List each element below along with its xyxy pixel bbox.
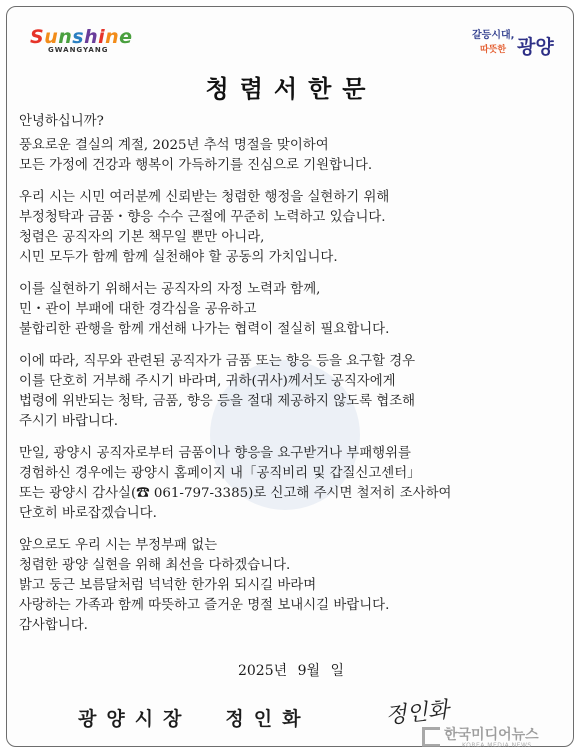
logo-letter: n [105, 26, 120, 48]
sunshine-gwangyang-logo [30, 26, 133, 54]
logo-letter: n [58, 26, 73, 48]
body-line: 또는 광양시 감사실(☎ 061-797-3385)로 신고해 주시면 철저히 조사하여 [19, 486, 452, 501]
paragraph-gap [19, 432, 567, 444]
paragraph-gap [19, 524, 567, 536]
body-line: 법령에 위반되는 청탁, 금품, 향응 등을 절대 제공하지 않도록 협조해 [19, 394, 416, 409]
body-line: 안녕하십니까? [19, 114, 104, 129]
logo-letter: S [30, 26, 45, 48]
gwangyang-logo-subtext: GWANGYANG [48, 46, 109, 54]
body-line: 경험하신 경우에는 광양시 홈페이지 내「공직비리 및 갑질신고센터」 [19, 466, 421, 481]
press-logo-mark-icon [422, 727, 440, 747]
body-line: 민・관이 부패에 대한 경각심을 공유하고 [19, 302, 257, 317]
press-name: 한국미디어뉴스 [444, 727, 539, 743]
body-line: 주시기 바랍니다. [19, 414, 119, 429]
signer-title: 광양시장 [78, 708, 192, 730]
body-line: 모든 가정에 건강과 행복이 가득하기를 진심으로 기원합니다. [19, 158, 373, 173]
city-slogan-logo [470, 22, 562, 62]
slogan-line-2: 따뜻한 [480, 45, 507, 55]
press-subname: KOREA MEDIA NEWS [462, 742, 532, 749]
letter-date: 2025년 9월 일 [237, 663, 344, 679]
logo-letter: s [72, 26, 85, 48]
body-line: 이를 실현하기 위해서는 공직자의 자정 노력과 함께, [19, 282, 321, 297]
body-line: 시민 모두가 함께 함께 실천해야 할 공동의 가치입니다. [19, 250, 338, 265]
body-line: 단호히 바로잡겠습니다. [19, 506, 157, 521]
handwritten-signature: 정인화 [384, 697, 451, 730]
letter-body [19, 112, 567, 636]
body-line: 풍요로운 결실의 계절, 2025년 추석 명절을 맞이하여 [19, 138, 329, 153]
logo-letter: u [44, 26, 59, 48]
press-watermark-logo [422, 723, 572, 751]
body-line: 청렴은 공직자의 기본 책무일 뿐만 아니라, [19, 230, 265, 245]
body-line: 이를 단호히 거부해 주시기 바라며, 귀하(귀사)께서도 공직자에게 [19, 374, 396, 389]
sunshine-logo-text [30, 26, 133, 48]
logo-letter: i [98, 26, 106, 48]
logo-letter: h [84, 26, 99, 48]
body-line: 사랑하는 가족과 함께 따뜻하고 즐거운 명절 보내시길 바랍니다. [19, 598, 390, 613]
logo-letter: e [119, 26, 133, 48]
document-title: 청렴서한문 [205, 74, 377, 103]
signer-name: 정인화 [225, 708, 311, 730]
paragraph-gap [19, 340, 567, 352]
body-line: 이에 따라, 직무와 관련된 공직자가 금품 또는 향응 등을 요구할 경우 [19, 354, 416, 369]
body-line: 우리 시는 시민 여러분께 신뢰받는 청렴한 행정을 실현하기 위해 [19, 190, 390, 205]
body-line: 만일, 광양시 공직자로부터 금품이나 향응을 요구받거나 부패행위를 [19, 446, 411, 461]
body-line: 앞으로도 우리 시는 부정부패 없는 [19, 538, 218, 553]
body-line: 불합리한 관행을 함께 개선해 나가는 협력이 절실히 필요합니다. [19, 322, 390, 337]
body-line: 밝고 둥근 보름달처럼 넉넉한 한가위 되시길 바라며 [19, 578, 317, 593]
body-line: 부정청탁과 금품・향응 수수 근절에 꾸준히 노력하고 있습니다. [19, 210, 386, 225]
paragraph-gap [19, 268, 567, 280]
body-line: 청렴한 광양 실현을 위해 최선을 다하겠습니다. [19, 558, 291, 573]
slogan-line-1: 갈등시대, [472, 30, 515, 41]
signature-line [78, 704, 310, 731]
paragraph-gap [19, 176, 567, 188]
slogan-line-3: 광양 [517, 36, 554, 58]
body-line: 감사합니다. [19, 618, 88, 633]
